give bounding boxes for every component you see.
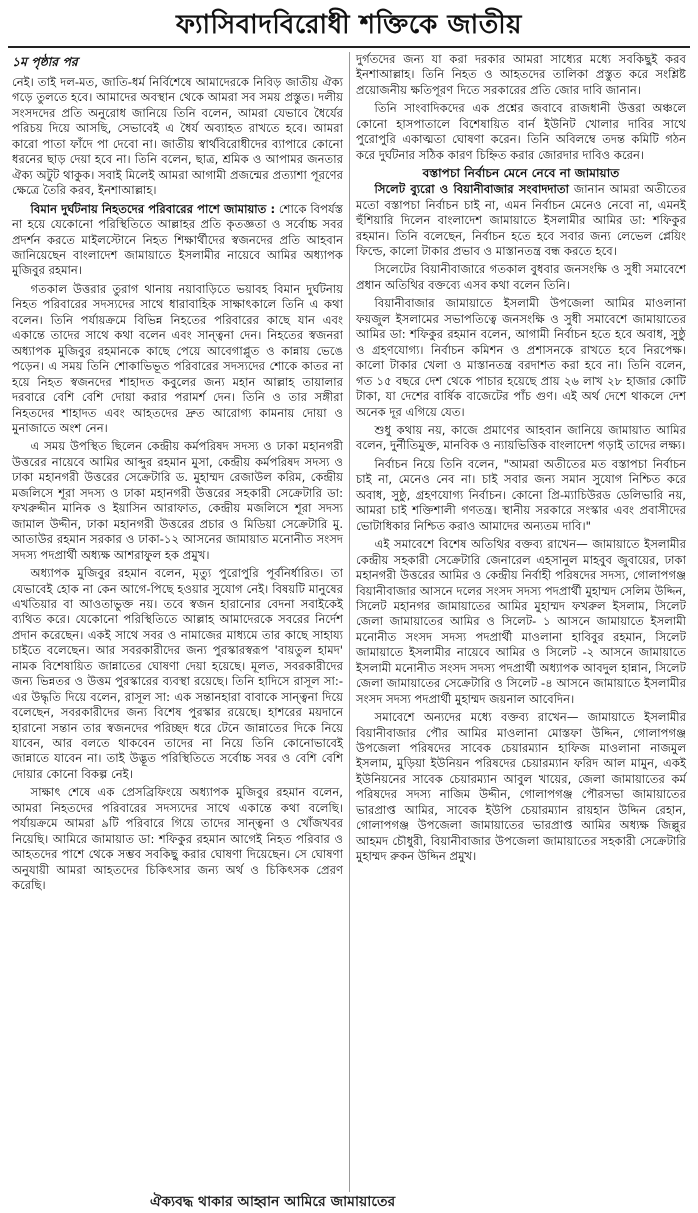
article-columns	[6, 52, 692, 1192]
byline: সিলেট ব্যুরো ও বিয়ানীবাজার সংবাদদাতা	[374, 182, 569, 197]
paragraph-text: শোকে বিপর্যস্ত না হয়ে যেকোনো পরিস্থিতিতে আল্লাহর প্রতি কৃতজ্ঞতা ও সর্বোচ্চ সবর প্রদর্শন করতে মাইলস্টোনে নিহত শিক্ষার্থীদের স্বজনদের প্রতি আহবান জানিয়েছেন বাংলাদেশ জামায়াতে ইসলামীর নায়েবে আমির অধ্যাপক মুজিবুর রহমান।	[12, 201, 343, 278]
paragraph-with-lead	[12, 202, 343, 279]
paragraph: সাক্ষাৎ শেষে এক প্রেসব্রিফিংয়ে অধ্যাপক মুজিবুর রহমান বলেন, আমরা নিহতদের পরিবারের সদস্যদের সাথে একান্তে কথা বলেছি। পর্যায়ক্রমে আমরা ৯টি পরিবারে গিয়ে তাদের সান্ত্বনা ও খোঁজখবর নিয়েছি। আমিরে জামায়াত ডা: শফিকুর রহমান আগেই নিহত পরিবার ও আহতদের পাশে থেকে সম্ভব সবকিছু করার ঘোষণা দিয়েছেন। সে ঘোষণা অনুযায়ী আমরা আহতদের চিকিৎসার জন্য অর্থ ও চিকিৎসক প্রেরণ করেছি।	[12, 785, 343, 893]
paragraph: নির্বাচন নিয়ে তিনি বলেন, "আমরা অতীতের মত বস্তাপচা নির্বাচন চাই না, মেনেও নেব না। চাই সবার জন্য সমান সুযোগ নিশ্চিত করে অবাধ, সুষ্ঠু, গ্রহণযোগ্য নির্বাচন। কোনো প্রি-ম্যাচিউরড ডেলিভারি নয়, আমরা চাই শক্তিশালী গণতন্ত্র। স্থানীয় সরকারে সংস্কার এবং প্রবাসীদের ভোটাধিকার নিশ্চিত করাও আমাদের অন্যতম দাবি।"	[356, 456, 686, 533]
paragraph-with-byline	[356, 182, 686, 259]
paragraph: নেই। তাই দল-মত, জাতি-ধর্ম নির্বিশেষে আমাদেরকে নিবিড় জাতীয় ঐক্য গড়ে তুলতে হবে। আমাদের অবস্থান থেকে আমরা সব সময় প্রস্তুত। দলীয় সংসদদের প্রতি অনুরোধ জানিয়ে তিনি বলেন, আমরা যেভাবে ধৈর্যের পরিচয় দিয়ে আসছি, সেভাবেই এ ধৈর্য অব্যাহত রাখতে হবে। আমরা কারো পাতা ফাঁদে পা দেবো না। জাতীয় স্বার্থবিরোধীদের ব্যাপারে কোনো ধরনের ছাড় দেয়া হবে না। তিনি বলেন, ছাত্র, শ্রমিক ও আপামর জনতার ঐক্য অটুট থাকুক। সবাই মিলেই আমরা আগামী প্রজন্মের প্রত্যাশা পূরণের ক্ষেত্রে তৈরি করব, ইনশাআল্লাহ।	[12, 75, 343, 198]
paragraph: সমাবেশে অন্যদের মধ্যে বক্তব্য রাখেন— জামায়াতে ইসলামীর বিয়ানীবাজার পৌর আমির মাওলানা মোস্তফা উদ্দিন, গোলাপগঞ্জ উপজেলা পরিষদের সাবেক চেয়ারম্যান হাফিজ মাওলানা নাজমুল ইসলাম, মুড়িয়া ইউনিয়ন পরিষদের চেয়ারম্যান ফরিদ আল মামুন, একই ইউনিয়নের সাবেক চেয়ারম্যান আবুল খায়ের, জেলা জামায়াতের কর্ম পরিষদের সদস্য নাজিম উদ্দীন, গোলাপগঞ্জ পৌরসভা জামায়াতের ভারপ্রাপ্ত আমির, সাবেক ইউপি চেয়ারম্যান রায়হান উদ্দিন রেহান, গোলাপগঞ্জ উপজেলা জামায়াতের ভারপ্রাপ্ত আমির অধ্যক্ষ জিল্লুর আহমদ চৌধুরী, বিয়ানীবাজার উপজেলা জামায়াতের সহকারী সেক্রেটারি মুহাম্মদ রুকন উদ্দিন প্রমুখ।	[356, 710, 686, 864]
right-column	[349, 52, 692, 1192]
paragraph: শুধু কথায় নয়, কাজে প্রমাণের আহবান জানিয়ে জামায়াত আমির বলেন, দুর্নীতিমুক্ত, মানবিক ও ন্যায়ভিত্তিক বাংলাদেশ গড়াই তাদের লক্ষ্য।	[356, 422, 686, 453]
subheading-inline: বিমান দুর্ঘটনায় নিহতদের পরিবারের পাশে জামায়াত :	[30, 201, 276, 216]
section-subheading: বস্তাপচা নির্বাচন মেনে নেবে না জামায়াত	[422, 166, 620, 181]
continued-marker: ১ম পৃষ্ঠার পর	[12, 54, 78, 69]
paragraph: সিলেটের বিয়ানীবাজারে গতকাল বুধবার জনসংক্ষি ও সুধী সমাবেশে প্রধান অতিথির বক্তব্যে এসব কথা বলেন তিনি।	[356, 262, 686, 292]
paragraph: দুর্গতদের জন্য যা করা দরকার আমরা সাধ্যের মধ্যে সবকিছুই করব ইনশাআল্লাহ। তিনি নিহত ও আহতদের তালিকা প্রস্তুত করে সংশ্লিষ্ট প্রয়োজনীয় ক্ষতিপূরণ দিতে সরকারের প্রতি জোর দাবি জানান।	[356, 52, 686, 97]
paragraph: বিয়ানীবাজার জামায়াতে ইসলামী উপজেলা আমির মাওলানা ফয়জুল ইসলামের সভাপতিত্বে জনসংক্ষি ও সুধী সমাবেশে জামায়াতের আমির ডা: শফিকুর রহমান বলেন, আগামী নির্বাচন হতে হবে অবাধ, সুষ্ঠু ও গ্রহণযোগ্য। নির্বাচন কমিশন ও প্রশাসনকে রাখতে হবে নিরপেক্ষ। কালো টাকার খেলা ও মাস্তানতন্ত্র বরদাশত করা হবে না। তিনি বলেন, গত ১৫ বছরে দেশ থেকে পাচার হয়েছে প্রায় ২৬ লাখ ২৮ হাজার কোটি টাকা, যা দেশের বার্ষিক বাজেটের পাঁচ গুণ। এই অর্থ দেশে থাকলে দেশ অনেক দূর এগিয়ে যেত।	[356, 296, 686, 419]
paragraph: অধ্যাপক মুজিবুর রহমান বলেন, মৃত্যু পুরোপুরি পূর্বনির্ধারিত। তা যেভাবেই হোক না কেন আগে-পিছে হওয়ার সুযোগ নেই। বিষয়টি মানুষের এখতিয়ার বা আওতাভুক্ত নয়। তবে স্বজন হারানোর বেদনা সবাইকেই ব্যথিত করে। যেকোনো পরিস্থিতিতে আল্লাহ আমাদেরকে সবরের নির্দেশ প্রদান করেছেন। একই সাথে সবর ও নামাজের মাধ্যমে তার কাছে সাহায্য চাইতে বলেছেন। আর সবরকারীদের জন্য পুরস্কারস্বরূপ 'বায়তুল হামদ' নামক বিশেষায়িত জান্নাতের ঘোষণা দেয়া হয়েছে। মূলত, সবরকারীদের জন্য ভিন্নতর ও উত্তম পুরস্কারের ব্যবস্থা রয়েছে। তিনি হাদিসে রাসূল সা:-এর উদ্ধৃতি দিয়ে বলেন, রাসূল সা: এক সন্তানহারা বাবাকে সান্ত্বনা দিয়ে বলেছেন, সবরকারীদের জন্য বিশেষ পুরস্কার রয়েছে। হাশরের ময়দানে হারানো সন্তান তার স্বজনদের পরিচ্ছদ ধরে টেনে জান্নাতের দিকে নিয়ে যাবেন, আর বলতে থাকবেন তাদের না নিয়ে তিনি কোনোভাবেই জান্নাতে যাবেন না। তাই উদ্ভূত পরিস্থিতিতে সর্বোচ্চ সবর ও বেশি বেশি দোয়ার কোনো বিকল্প নেই।	[12, 566, 343, 781]
paragraph: গতকাল উত্তরার তুরাগ থানায় নয়াবাড়িতে ভয়াবহ বিমান দুর্ঘটনায় নিহত পরিবারের সদস্যদের সাথে ধারাবাহিক সাক্ষাৎকালে তিনি এ কথা বলেন। তিনি পর্যায়ক্রমে বিভিন্ন নিহতের পরিবারের কাছে যান এবং একান্তে তাদের সাথে কথা বলেন এবং সান্ত্বনা দেন। নিহতের স্বজনরা অধ্যাপক মুজিবুর রহমানকে কাছে পেয়ে আবেগাপ্লুত ও কান্নায় ভেঙে পড়েন। এ সময় তিনি শোকাভিভূত পরিবারের সদস্যদের শোকে কাতর না হয়ে নিহত স্বজনদের শাহাদত কবুলের জন্য মহান আল্লাহ তায়ালার দরবারে বেশি বেশি দোয়া করার পরামর্শ দেন। তিনি ও তার সঙ্গীরা নিহতদের শাহাদত এবং আহতদের দ্রুত আরোগ্য কামনায় দোয়া ও মুনাজাতে অংশ নেন।	[12, 281, 343, 435]
paragraph: এ সময় উপস্থিত ছিলেন কেন্দ্রীয় কর্মপরিষদ সদস্য ও ঢাকা মহানগরী উত্তরের নায়েবে আমির আব্দুর রহমান মুসা, কেন্দ্রীয় কর্মপরিষদ সদস্য ও ঢাকা মহানগরী উত্তরের সেক্রেটারি ড. মুহাম্মদ রেজাউল করিম, কেন্দ্রীয় মজলিসে শূরা সদস্য ও ঢাকা মহানগরী উত্তরের সহকারী সেক্রেটারি ডা: ফখরুদ্দীন মানিক ও ইয়াসিন আরাফাত, কেন্দ্রীয় মজলিসে শূরা সদস্য জামাল উদ্দীন, ঢাকা মহানগরী উত্তরের প্রচার ও মিডিয়া সেক্রেটারি মু. আতাউর রহমান সরকার ও ঢাকা-১২ আসনের জামায়াত মনোনীত সংসদ সদস্য পদপ্রার্থী অধ্যক্ষ আশরাফুল হক প্রমুখ।	[12, 439, 343, 562]
paragraph: তিনি সাংবাদিকদের এক প্রশ্নের জবাবে রাজধানী উত্তরা অঞ্চলে কোনো হাসপাতালে বিশেষায়িত বার্ন ইউনিট খোলার দাবির সাথে পুরোপুরি একাত্মতা ঘোষণা করেন। তিনি অবিলম্বে তদন্ত কমিটি গঠন করে দুর্ঘটনার সঠিক কারণ চিহ্নিত করার জোরদার দাবিও করেন।	[356, 101, 686, 162]
left-column	[6, 52, 349, 1192]
paragraph-text: জানান আমরা অতীতের মতো বস্তাপচা নির্বাচন চাই না, এমন নির্বাচন মেনেও নেবো না, এমনই হুঁশিয়ারি দিলেন বাংলাদেশ জামায়াতে ইসলামীর আমির ডা: শফিকুর রহমান। তিনি বলেছেন, নির্বাচন হতে হবে সবার জন্য লেভেল প্লেয়িং ফিল্ডে, কালো টাকার প্রভাব ও মাস্তানতন্ত্র বন্ধ করতে হবে।	[356, 182, 686, 258]
headline: ফ্যাসিবাদবিরোধী শক্তিকে জাতীয়	[8, 6, 690, 48]
next-headline-partial: ঐক্যবদ্ধ থাকার আহ্বান আমিরে জামায়াতের	[150, 1194, 396, 1210]
paragraph: এই সমাবেশে বিশেষ অতিথির বক্তব্য রাখেন— জামায়াতে ইসলামীর কেন্দ্রীয় সহকারী সেক্রেটারি জেনারেল এহসানুল মাহবুব জুবায়ের, ঢাকা মহানগরী উত্তরের আমির ও কেন্দ্রীয় নির্বাহী পরিষদের সদস্য, গোলাপগঞ্জ বিয়ানীবাজার আসনে দলের সংসদ সদস্য পদপ্রার্থী মুহাম্মদ সেলিম উদ্দিন, সিলেট মহানগর জামায়াতের আমির মুহাম্মদ ফখরুল ইসলাম, সিলেট জেলা জামায়াতের আমির ও সিলেট- ১ আসনে জামায়াতে ইসলামী মনোনীত সংসদ সদস্য পদপ্রার্থী মাওলানা হাবিবুর রহমান, সিলেট জামায়াতে ইসলামীর নায়েবে আমির ও সিলেট -২ আসনে জামায়াতে ইসলামী মনোনীত সংসদ সদস্য পদপ্রার্থী অধ্যাপক আবদুল হান্নান, সিলেট জেলা জামায়াতের সেক্রেটারি ও সিলেট -৪ আসনে জামায়াতে ইসলামীর সংসদ সদস্য পদপ্রার্থী মুহাম্মদ জয়নাল আবেদিন।	[356, 537, 686, 706]
